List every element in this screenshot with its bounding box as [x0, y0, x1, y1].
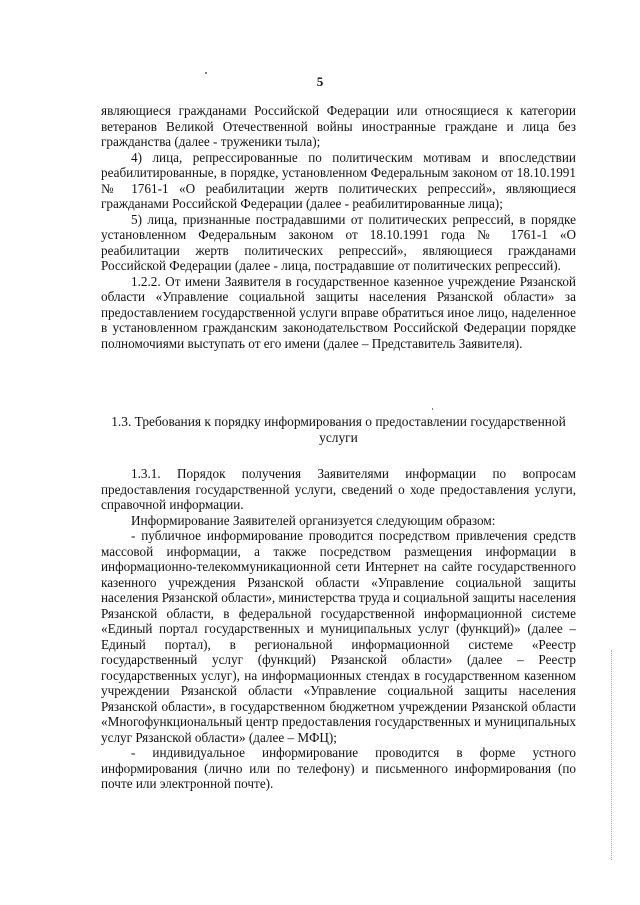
paragraph-1-2-2: 1.2.2. От имени Заявителя в государственное казенное учреждение Рязанской области «Управление социальной защиты населения Рязанской области» за предоставлением государственной услуги вправе обратиться иное лицо, наделенное в установленном гражданским законодательством Российской Федерации порядке полномочиями выступать от его имени (далее – Представитель Заявителя).	[101, 273, 576, 351]
paragraph-veterans-continuation: являющиеся гражданами Российской Федерации или относящиеся к категории ветеранов Великой Отечественной войны иностранные граждане и лица без гражданства (далее - труженики тыла);	[101, 103, 576, 149]
paragraph-informing-intro: Информирование Заявителей организуется следующим образом:	[131, 512, 496, 528]
paragraph-item-4: 4) лица, репрессированные по политическим мотивам и впоследствии реабилитированные, в порядке, установленном Федеральным законом от 18.10.1991 № 1761-1 «О реабилитации жертв политических репрессий», являющиеся гражданами Российской Федерации (далее - реабилитированные лица);	[101, 149, 576, 211]
page-number: 5	[316, 74, 324, 89]
scan-edge-marks	[611, 650, 614, 860]
body-text-top	[101, 103, 576, 351]
body-text-bottom	[101, 466, 576, 792]
paragraph-public-informing: - публичное информирование проводится посредством привлечения средств массовой информации, а также посредством размещения информации в информационно-телекоммуникационной сети Интернет на сайте государственного казенного учреждения Рязанской области «Управление социальной защиты населения Рязанской области», министерства труда и социальной защиты населения Рязанской области, в федеральной государственной информационной системе «Единый портал государственных и муниципальных услуг (функций)» (далее – Единый портал), в региональной информационной системе «Реестр государственный услуг (функций) Рязанской области» (далее – Реестр государственных услуг), на информационных стендах в государственном казенном учреждении Рязанской области «Управление социальной защиты населения Рязанской области», в государственном бюджетном учреждении Рязанской области «Многофункциональный центр предоставления государственных и муниципальных услуг Рязанской области» (далее – МФЦ);	[101, 528, 576, 745]
section-heading: 1.3. Требования к порядку информирования о предоставлении государственной услуги	[111, 414, 566, 445]
paragraph-1-3-1: 1.3.1. Порядок получения Заявителями информации по вопросам предоставления государственной услуги, сведений о ходе предоставления услуги, справочной информации.	[101, 466, 576, 512]
paragraph-individual-informing: - индивидуальное информирование проводится в форме устного информирования (лично или по телефону) и письменного информирования (по почте или электронной почте).	[101, 745, 576, 791]
scan-speck	[432, 408, 433, 410]
scan-speck	[205, 72, 207, 74]
paragraph-item-5: 5) лица, признанные пострадавшими от политических репрессий, в порядке установленном Федеральным законом от 18.10.1991 года № 1761-1 «О реабилитации жертв политических репрессий», являющиеся гражданами Российской Федерации (далее - лица, пострадавшие от политических репрессий).	[101, 211, 576, 273]
